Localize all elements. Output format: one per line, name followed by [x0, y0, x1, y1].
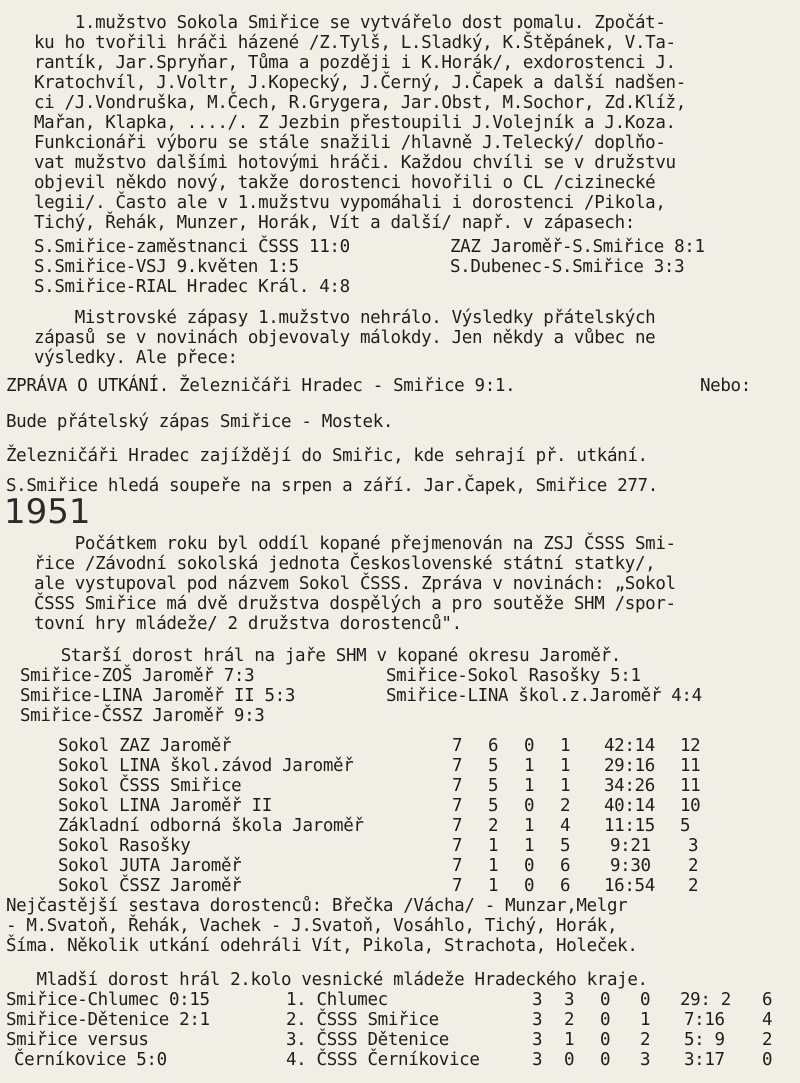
text-line: Nejčastější sestava dorostenců: Břečka /Vácha/ - Munzar,Melgr — [6, 896, 628, 916]
losses: 3 — [640, 1050, 651, 1070]
team-name: Sokol Rasošky — [58, 836, 191, 856]
draws: 0 — [524, 856, 535, 876]
wins: 1 — [488, 856, 499, 876]
news-report: Železničáři Hradec zajíždějí do Smiřic, kde sehrají př. utkání. — [6, 446, 648, 466]
wins: 5 — [488, 796, 499, 816]
played: 3 — [532, 1030, 543, 1050]
draws: 0 — [600, 1050, 611, 1070]
draws: 0 — [600, 1030, 611, 1050]
text-line: Šíma. Několik utkání odehráli Vít, Pikola, Strachota, Holeček. — [6, 936, 638, 956]
draws: 0 — [524, 796, 535, 816]
score: 40:14 — [604, 796, 655, 816]
text-line: ale vystupoval pod názvem Sokol ČSSS. Zpráva v novinách: „Sokol — [34, 574, 676, 594]
text-line: Mařan, Klapka, ..../. Z Jezbin přestoupili J.Volejník a J.Koza. — [34, 113, 676, 133]
points: 2 — [688, 876, 699, 896]
wins: 1 — [488, 836, 499, 856]
text-line: ci /J.Vondruška, M.Čech, R.Grygera, Jar.Obst, M.Sochor, Zd.Klíž, — [34, 93, 686, 113]
news-nebo: Nebo: — [700, 376, 751, 396]
match-result: Smiřice-Chlumec 0:15 — [6, 990, 210, 1010]
text-line: Mistrovské zápasy 1.mužstvo nehrálo. Výsledky přátelských — [34, 308, 656, 328]
team-name: 3. ČSSS Dětenice — [286, 1030, 449, 1050]
match-result: Smiřice versus — [6, 1030, 149, 1050]
losses: 5 — [560, 836, 571, 856]
text-line: Funkcionáři výboru se stále snažili /hlavně J.Telecký/ doplňo- — [34, 133, 666, 153]
wins: 1 — [488, 876, 499, 896]
losses: 1 — [560, 736, 571, 756]
text-line: výsledky. Ale přece: — [34, 348, 238, 368]
match-result: S.Smiřice-RIAL Hradec Král. 4:8 — [34, 277, 350, 297]
played: 3 — [532, 1050, 543, 1070]
losses: 1 — [560, 756, 571, 776]
team-name: Sokol ČSSZ Jaroměř — [58, 876, 242, 896]
played: 7 — [452, 796, 463, 816]
points: 2 — [688, 856, 699, 876]
losses: 6 — [560, 876, 571, 896]
team-name: Sokol LINA Jaroměř II — [58, 796, 272, 816]
losses: 4 — [560, 816, 571, 836]
score: 34:26 — [604, 776, 655, 796]
team-name: Sokol JUTA Jaroměř — [58, 856, 242, 876]
match-result: Smiřice-Sokol Rasošky 5:1 — [386, 666, 641, 686]
team-name: 4. ČSSS Černíkovice — [286, 1050, 480, 1070]
draws: 1 — [524, 776, 535, 796]
text-line: rantík, Jar.Spryňar, Tůma a později i K.Horák/, exdorostenci J. — [34, 53, 676, 73]
text-line: Mladší dorost hrál 2.kolo vesnické mládeže Hradeckého kraje. — [6, 970, 648, 990]
text-line: ku ho tvořili hráči házené /Z.Tylš, L.Sladký, K.Štěpánek, V.Ta- — [34, 33, 676, 53]
points: 11 — [680, 756, 701, 776]
text-line: Tichý, Řehák, Munzer, Horák, Vít a další/ např. v zápasech: — [34, 213, 635, 233]
points: 11 — [680, 776, 701, 796]
text-line: řice /Závodní sokolská jednota Československé státní statky/, — [34, 554, 656, 574]
text-line: Kratochvíl, J.Voltr, J.Kopecký, J.Černý, J.Čapek a další nadšen- — [34, 73, 686, 93]
points: 0 — [762, 1050, 773, 1070]
points: 3 — [688, 836, 699, 856]
team-name: Sokol ČSSS Smiřice — [58, 776, 242, 796]
played: 7 — [452, 836, 463, 856]
text-line: legii/. Často ale v 1.mužstvu vypomáhali i dorostenci /Pikola, — [34, 193, 666, 213]
text-line: zápasů se v novinách objevovaly málokdy. Jen někdy a vůbec ne — [34, 328, 656, 348]
wins: 6 — [488, 736, 499, 756]
played: 7 — [452, 756, 463, 776]
score: 9:21 — [610, 836, 651, 856]
draws: 0 — [524, 876, 535, 896]
text-line: ČSSS Smiřice má dvě družstva dospělých a pro soutěže SHM /spor- — [34, 594, 676, 614]
played: 3 — [532, 990, 543, 1010]
losses: 1 — [640, 1010, 651, 1030]
score: 11:15 — [604, 816, 655, 836]
wins: 5 — [488, 756, 499, 776]
wins: 5 — [488, 776, 499, 796]
losses: 6 — [560, 856, 571, 876]
text-line: - M.Svatoň, Řehák, Vachek - J.Svatoň, Vosáhlo, Tichý, Horák, — [6, 916, 618, 936]
played: 3 — [532, 1010, 543, 1030]
wins: 3 — [564, 990, 575, 1010]
losses: 2 — [560, 796, 571, 816]
wins: 2 — [564, 1010, 575, 1030]
text-line: Starší dorost hrál na jaře SHM v kopané okresu Jaroměř. — [20, 646, 621, 666]
score: 29: 2 — [680, 990, 731, 1010]
played: 7 — [452, 776, 463, 796]
score: 5: 9 — [684, 1030, 725, 1050]
points: 10 — [680, 796, 701, 816]
match-result: S.Smiřice-zaměstnanci ČSSS 11:0 — [34, 237, 350, 257]
losses: 2 — [640, 1030, 651, 1050]
losses: 0 — [640, 990, 651, 1010]
draws: 0 — [600, 990, 611, 1010]
text-line: 1.mužstvo Sokola Smiřice se vytvářelo dost pomalu. Zpočát- — [34, 13, 666, 33]
played: 7 — [452, 736, 463, 756]
match-result: Černíkovice 5:0 — [14, 1050, 167, 1070]
score: 3:17 — [684, 1050, 725, 1070]
table-row — [0, 1050, 800, 1083]
draws: 0 — [600, 1010, 611, 1030]
wins: 0 — [564, 1050, 575, 1070]
match-result: Smiřice-ČSSZ Jaroměř 9:3 — [20, 706, 265, 726]
text-line: Počátkem roku byl oddíl kopané přejmenován na ZSJ ČSSS Smi- — [34, 534, 676, 554]
team-name: 1. Chlumec — [286, 990, 388, 1010]
match-result: Smiřice-LINA Jaroměř II 5:3 — [20, 686, 296, 706]
score: 29:16 — [604, 756, 655, 776]
points: 5 — [680, 816, 691, 836]
team-name: Základní odborná škola Jaroměř — [58, 816, 364, 836]
draws: 1 — [524, 836, 535, 856]
wins: 2 — [488, 816, 499, 836]
score: 16:54 — [604, 876, 655, 896]
team-name: Sokol ZAZ Jaroměř — [58, 736, 232, 756]
team-name: 2. ČSSS Smiřice — [286, 1010, 439, 1030]
played: 7 — [452, 876, 463, 896]
match-result: S.Dubenec-S.Smiřice 3:3 — [450, 257, 685, 277]
score: 7:16 — [684, 1010, 725, 1030]
points: 6 — [762, 990, 773, 1010]
year-heading: 1951 — [4, 492, 91, 532]
team-name: Sokol LINA škol.závod Jaroměř — [58, 756, 354, 776]
draws: 1 — [524, 756, 535, 776]
points: 2 — [762, 1030, 773, 1050]
points: 4 — [762, 1010, 773, 1030]
match-result: Smiřice-Dětenice 2:1 — [6, 1010, 210, 1030]
match-result: Smiřice-LINA škol.z.Jaroměř 4:4 — [386, 686, 702, 706]
text-line: objevil někdo nový, takže dorostenci hovořili o CL /cizinecké — [34, 173, 656, 193]
draws: 1 — [524, 816, 535, 836]
score: 42:14 — [604, 736, 655, 756]
played: 7 — [452, 816, 463, 836]
score: 9:30 — [610, 856, 651, 876]
match-result: ZAZ Jaroměř-S.Smiřice 8:1 — [450, 237, 705, 257]
news-report: S.Smiřice hledá soupeře na srpen a září. Jar.Čapek, Smiřice 277. — [6, 476, 658, 496]
text-line: tovní hry mládeže/ 2 družstva dorostenců". — [34, 614, 462, 634]
match-result: S.Smiřice-VSJ 9.květen 1:5 — [34, 257, 299, 277]
news-report: ZPRÁVA O UTKÁNÍ. Železničáři Hradec - Smiřice 9:1. — [6, 376, 516, 396]
losses: 1 — [560, 776, 571, 796]
match-result: Smiřice-ZOŠ Jaroměř 7:3 — [20, 666, 255, 686]
points: 12 — [680, 736, 701, 756]
draws: 0 — [524, 736, 535, 756]
news-report: Bude přátelský zápas Smiřice - Mostek. — [6, 412, 394, 432]
played: 7 — [452, 856, 463, 876]
text-line: vat mužstvo dalšími hotovými hráči. Každou chvíli se v družstvu — [34, 153, 676, 173]
wins: 1 — [564, 1030, 575, 1050]
